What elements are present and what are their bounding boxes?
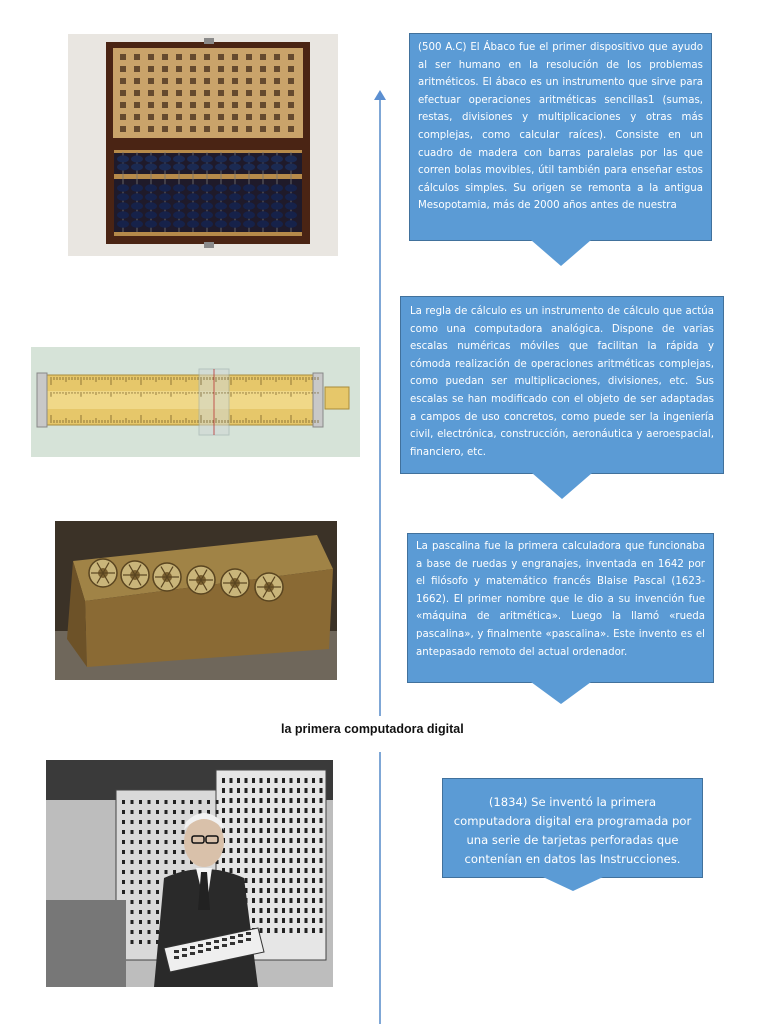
section-title: la primera computadora digital <box>281 722 464 736</box>
pascaline-description-callout <box>407 533 714 683</box>
slide-rule-description-text: La regla de cálculo es un instrumento de cálculo que actúa como una computadora analógica. Dispone de varias escalas numéricas móviles que facilitan la rápida y cómoda realización de operaciones aritméticas complejas, como puedan ser multiplicaciones, divisiones, etc. Sus escalas se han modificado con el objeto de ser adaptadas a campos de uso concretos, como puede ser la ingeniería civil, electrónica, construcción, aeronáutica y aeroespacial, financiero, etc. <box>410 306 714 458</box>
digital-computer-description-text: (1834) Se inventó la primera computadora digital era programada por una serie de tarjetas perforadas que contenían en datos las Instrucciones. <box>453 795 692 866</box>
abacus-description-callout <box>409 33 712 241</box>
slide-rule-photo <box>31 347 360 457</box>
callout-pointer <box>531 682 591 704</box>
abacus-description-text: (500 A.C) El Ábaco fue el primer dispositivo que ayudo al ser humano en la resolución de los problemas aritméticos. El ábaco es un instrumento que sirve para efectuar operaciones aritméticas sencillas1 (sumas, restas, divisiones y multiplicaciones y otras más complejas, como calcular raíces). Consiste en un cuadro de madera con barras paralelas por las que corren bolas movibles, útil también para enseñar estos cálculos simples. Su origen se remonta a la antigua Mesopotamia, más de 2000 años antes de nuestra <box>418 42 703 212</box>
slide-rule-description-callout <box>400 296 724 474</box>
timeline-arrow-up-icon <box>374 90 386 100</box>
callout-pointer <box>531 240 591 266</box>
pascaline-photo <box>55 521 337 680</box>
digital-computer-description-callout <box>442 778 703 878</box>
timeline-line <box>379 96 381 716</box>
zuse-computer-photo <box>46 760 333 987</box>
callout-pointer <box>543 877 603 891</box>
callout-pointer <box>532 473 592 499</box>
pascaline-description-text: La pascalina fue la primera calculadora que funcionaba a base de ruedas y engranajes, inventada en 1642 por el filósofo y matemático francés Blaise Pascal (1623-1662). El primer nombre que le dio a su invención fue «máquina de aritmética». Luego la llamó «rueda pascalina», y finalmente «pascalina». Este invento es el antepasado remoto del actual ordenador. <box>416 541 705 658</box>
abacus-photo <box>68 34 338 256</box>
timeline-line-lower <box>379 752 381 1024</box>
